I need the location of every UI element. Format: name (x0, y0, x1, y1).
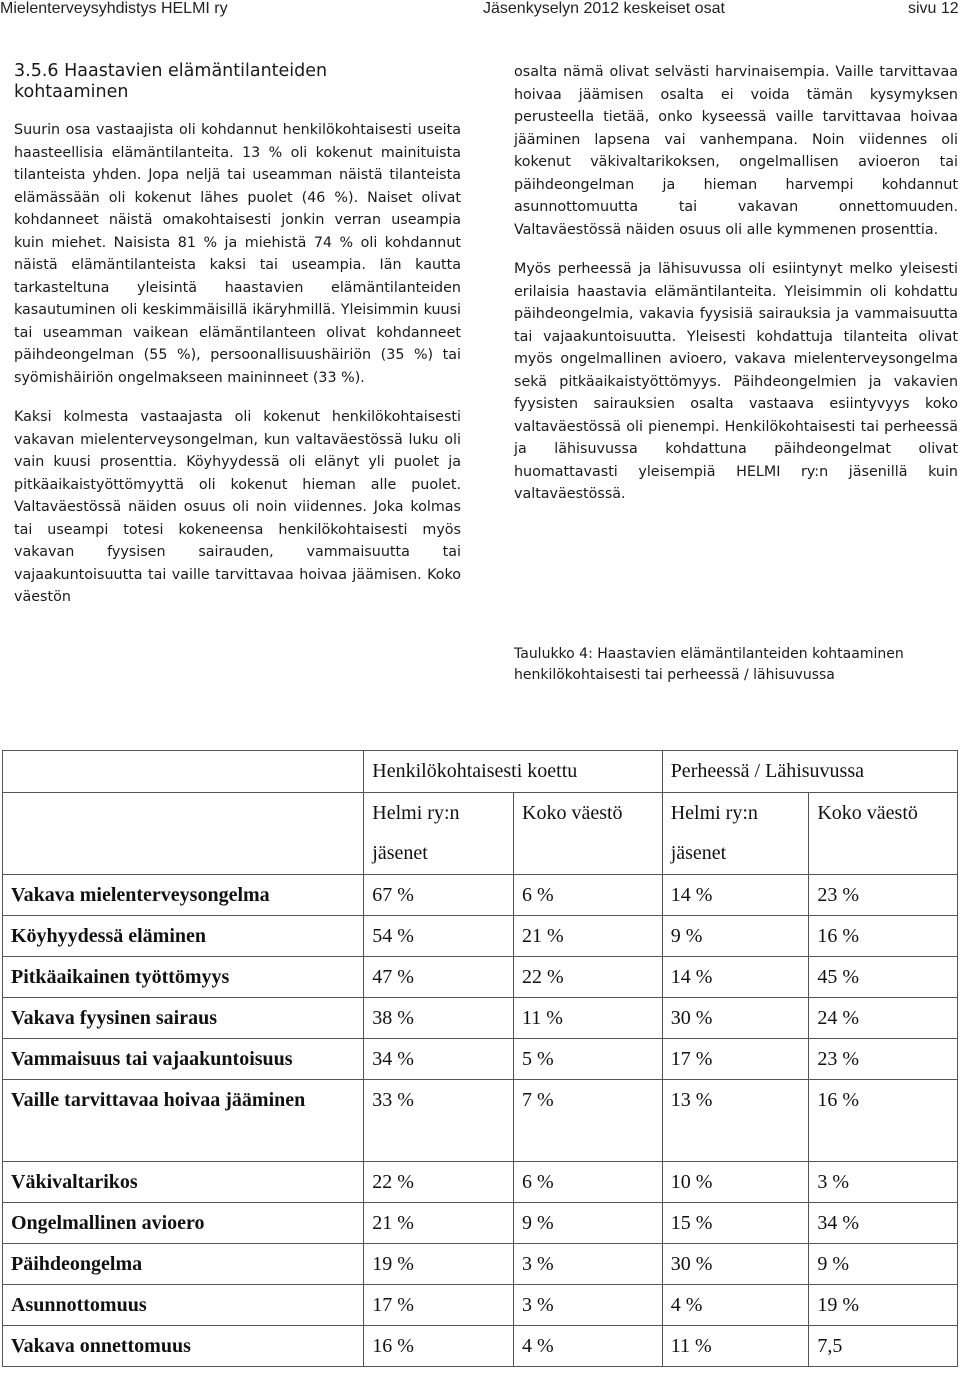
row-value: 10 % (662, 1162, 809, 1203)
row-value: 38 % (364, 998, 514, 1039)
row-value: 7,5 (809, 1326, 958, 1367)
row-value: 4 % (662, 1285, 809, 1326)
row-value: 21 % (514, 916, 663, 957)
data-table (2, 750, 958, 1367)
header-empty-cell (3, 793, 364, 875)
row-value: 11 % (662, 1326, 809, 1367)
table-row (3, 1039, 958, 1080)
row-value: 33 % (364, 1080, 514, 1162)
table-row (3, 1080, 958, 1162)
table-row (3, 916, 958, 957)
table-row (3, 998, 958, 1039)
row-value: 16 % (364, 1326, 514, 1367)
table-row (3, 1326, 958, 1367)
row-value: 23 % (809, 875, 958, 916)
table-header-row-subgroups (3, 793, 958, 875)
header-personal-members: Helmi ry:n jäsenet (364, 793, 514, 875)
row-value: 23 % (809, 1039, 958, 1080)
header-document-title: Jäsenkyselyn 2012 keskeiset osat (483, 0, 725, 17)
row-value: 5 % (514, 1039, 663, 1080)
row-value: 30 % (662, 998, 809, 1039)
table-row (3, 1162, 958, 1203)
header-organization: Mielenterveysyhdistys HELMI ry (0, 0, 228, 17)
left-paragraph-2: Kaksi kolmesta vastaajasta oli kokenut henkilökohtaisesti vakavan mielenterveysongelman, kun valtaväestössä luku oli vain kuusi prosenttia. Köyhyydessä oli elänyt yli puolet ja pitkäaikaistyöttömyyttä oli kokenut hieman alle puolet. Valtaväestössä näiden osuus oli noin viidennes. Joka kolmas tai useampi totesi kokeneensa henkilökohtaisesti myös vakavan fyysisen sairauden, vammaisuutta tai vajaakuntoisuutta tai vaille tarvittavaa hoivaa jäämisen. Koko väestön (14, 409, 461, 605)
row-value: 7 % (514, 1080, 663, 1162)
row-value: 19 % (809, 1285, 958, 1326)
row-label: Ongelmallinen avioero (3, 1203, 364, 1244)
header-family-population: Koko väestö (809, 793, 958, 875)
table-caption: Taulukko 4: Haastavien elämäntilanteiden kohtaaminen henkilökohtaisesti tai perheessä / lähisuvussa (514, 646, 904, 683)
row-value: 3 % (809, 1162, 958, 1203)
left-text-column (14, 61, 461, 609)
right-text-column (514, 61, 958, 506)
row-label: Vammaisuus tai vajaakuntoisuus (3, 1039, 364, 1080)
table-row (3, 1285, 958, 1326)
row-value: 24 % (809, 998, 958, 1039)
row-label: Vakava fyysinen sairaus (3, 998, 364, 1039)
row-label: Asunnottomuus (3, 1285, 364, 1326)
row-label: Vakava onnettomuus (3, 1326, 364, 1367)
table-row (3, 957, 958, 998)
row-label: Köyhyydessä eläminen (3, 916, 364, 957)
table-row (3, 1203, 958, 1244)
page-header (0, 0, 960, 24)
header-family-members: Helmi ry:n jäsenet (662, 793, 809, 875)
row-value: 6 % (514, 875, 663, 916)
row-value: 9 % (514, 1203, 663, 1244)
header-personal-population: Koko väestö (514, 793, 663, 875)
row-value: 6 % (514, 1162, 663, 1203)
row-value: 67 % (364, 875, 514, 916)
header-group-family: Perheessä / Lähisuvussa (662, 751, 957, 793)
header-empty-cell (3, 751, 364, 793)
row-value: 17 % (662, 1039, 809, 1080)
row-value: 3 % (514, 1285, 663, 1326)
row-value: 19 % (364, 1244, 514, 1285)
table-header-row-groups (3, 751, 958, 793)
table-body (3, 875, 958, 1367)
row-value: 30 % (662, 1244, 809, 1285)
row-value: 34 % (809, 1203, 958, 1244)
row-label: Vaille tarvittavaa hoivaa jääminen (3, 1080, 364, 1162)
header-page-number: sivu 12 (908, 0, 959, 17)
row-value: 9 % (662, 916, 809, 957)
row-value: 4 % (514, 1326, 663, 1367)
section-title: 3.5.6 Haastavien elämäntilanteiden kohtaaminen (14, 61, 328, 102)
row-value: 15 % (662, 1203, 809, 1244)
row-value: 16 % (809, 1080, 958, 1162)
table-row (3, 875, 958, 916)
row-value: 14 % (662, 875, 809, 916)
row-value: 22 % (364, 1162, 514, 1203)
header-group-personal: Henkilökohtaisesti koettu (364, 751, 662, 793)
row-value: 17 % (364, 1285, 514, 1326)
row-value: 45 % (809, 957, 958, 998)
row-value: 22 % (514, 957, 663, 998)
row-value: 9 % (809, 1244, 958, 1285)
row-value: 13 % (662, 1080, 809, 1162)
row-label: Pitkäaikainen työttömyys (3, 957, 364, 998)
row-label: Vakava mielenterveysongelma (3, 875, 364, 916)
row-value: 16 % (809, 916, 958, 957)
left-paragraph-1: Suurin osa vastaajista oli kohdannut henkilökohtaisesti useita haasteellisia elämäntilanteita. 13 % oli kokenut mainituista tilanteista yhden. Jopa neljä tai useamman näistä tilanteista elämässään oli kokenut lähes puolet (46 %). Naiset olivat kohdanneet näistä omakohtaisesti jonkin verran useampia kuin miehet. Naisista 81 % ja miehistä 74 % oli kohdannut näistä elämäntilanteista kaksi tai useampia. Iän kautta tarkasteltuna yleisintä haastavien elämäntilanteiden kasautuminen oli keskimmäisillä ikäryhmillä. Yleisimmin kuusi tai useamman vaikean elämäntilanteen olivat kohdanneet päihdeongelman (55 %), persoonallisuushäiriön (35 %) tai syömishäiriön ongelmakseen maininneet (33 %). (14, 122, 461, 386)
row-value: 47 % (364, 957, 514, 998)
table-row (3, 1244, 958, 1285)
row-value: 21 % (364, 1203, 514, 1244)
row-value: 54 % (364, 916, 514, 957)
row-label: Päihdeongelma (3, 1244, 364, 1285)
row-value: 34 % (364, 1039, 514, 1080)
right-paragraph-1: osalta nämä olivat selvästi harvinaisempia. Vaille tarvittavaa hoivaa jäämisen osalta ei voida tämän kysymyksen perusteella tietää, onko kyseessä vaille tarvittavaa hoivaa jääminen lapsena vai vanhempana. Noin viidennes oli kokenut väkivaltarikoksen, ongelmallisen avioeron tai päihdeongelman ja hieman harvempi kohdannut asunnottomuutta tai vakavan onnettomuuden. Valtaväestössä näiden osuus oli alle kymmenen prosenttia. (514, 64, 958, 238)
row-label: Väkivaltarikos (3, 1162, 364, 1203)
row-value: 3 % (514, 1244, 663, 1285)
right-paragraph-2: Myös perheessä ja lähisuvussa oli esiintynyt melko yleisesti erilaisia haastavia elämäntilanteita. Yleisimmin oli kohdattu päihdeongelmia, vakavia fyysisiä sairauksia ja vammaisuutta tai vajaakuntoisuutta. Yleisesti kohdattuja tilanteita olivat myös ongelmallinen avioero, vakava mielenterveysongelma sekä pitkäaikaistyöttömyys. Päihdeongelmien ja vakavien fyysisten sairauksien osalta vastaava esiintyvyys koko valtaväestössä oli pienempi. Henkilökohtaisesti tai perheessä ja lähisuvussa kohdattuna päihdeongelmat olivat huomattavasti yleisempiä HELMI ry:n jäsenillä kuin valtaväestössä. (514, 261, 958, 502)
row-value: 14 % (662, 957, 809, 998)
row-value: 11 % (514, 998, 663, 1039)
